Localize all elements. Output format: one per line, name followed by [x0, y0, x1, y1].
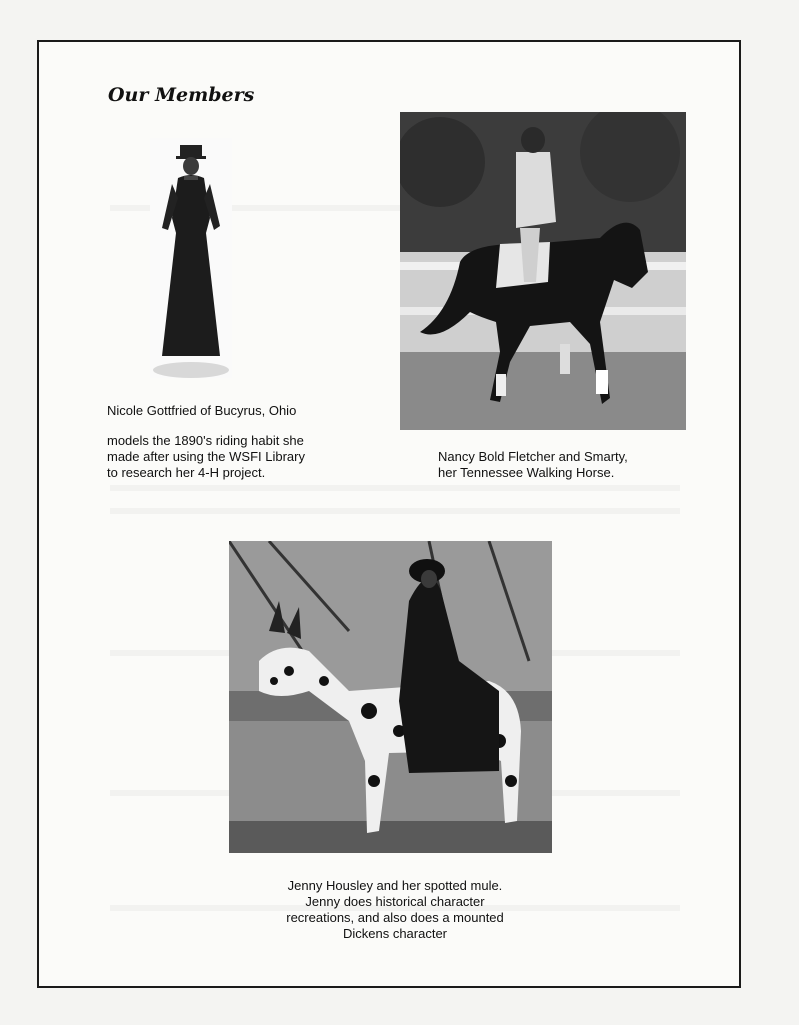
caption-line: her Tennessee Walking Horse.	[438, 465, 615, 480]
caption-line: Dickens character	[342, 926, 448, 941]
caption-line: Jenny does historical character	[305, 894, 485, 909]
caption-line: Jenny Housley and her spotted mule.	[287, 878, 503, 893]
caption-line: to research her 4-H project.	[107, 465, 266, 480]
photo-nancy	[400, 112, 686, 430]
caption-line: models the 1890's riding habit she	[107, 433, 304, 448]
photo-nicole	[150, 138, 232, 378]
bleed-through-line	[110, 485, 680, 491]
caption-nancy	[438, 449, 678, 481]
caption-nicole-name: Nicole Gottfried of Bucyrus, Ohio	[107, 403, 297, 418]
caption-line: Nancy Bold Fletcher and Smarty,	[438, 449, 628, 464]
caption-jenny	[270, 878, 520, 942]
photo-nancy-image	[400, 112, 686, 430]
caption-nicole-description	[107, 433, 337, 481]
bleed-through-line	[110, 508, 680, 514]
photo-jenny	[229, 541, 552, 853]
photo-nicole-image	[150, 138, 232, 378]
caption-line: made after using the WSFI Library	[107, 449, 305, 464]
caption-line: recreations, and also does a mounted	[286, 910, 504, 925]
section-heading: Our Members	[108, 84, 255, 106]
photo-jenny-image	[229, 541, 552, 853]
